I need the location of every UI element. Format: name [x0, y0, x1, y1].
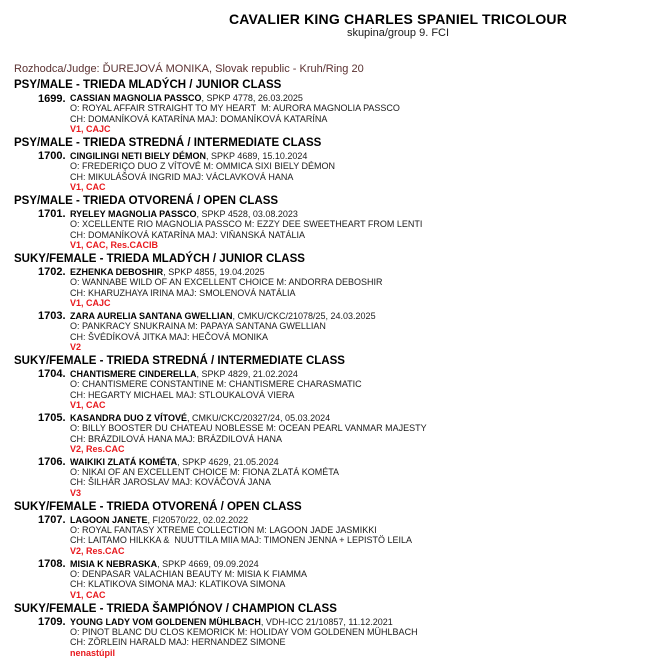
dog-name: CINGILINGI NETI BIELY DÉMON [70, 150, 207, 161]
dog-result-line: V1, CAC [70, 181, 106, 192]
class-section [14, 253, 650, 352]
catalog-entry [14, 369, 650, 410]
dog-name: CHANTISMERE CINDERELLA [70, 368, 197, 379]
catalog-entry [14, 311, 650, 352]
dog-name: LAGOON JANETE [70, 514, 148, 525]
dog-breeder-owner-line: CH: HEGARTY MICHAEL MAJ: STLOUKALOVÁ VIERA [70, 389, 295, 400]
dog-parents-line: O: BILLY BOOSTER DU CHATEAU NOBLESSE M: OCEAN PEARL VANMAR MAJESTY [70, 423, 427, 434]
entry-number: 1705. [38, 412, 66, 425]
dog-result-line: V1, CAC [70, 589, 106, 600]
class-header: SUKY/FEMALE - TRIEDA OTVORENÁ / OPEN CLASS [14, 500, 302, 513]
entry-number: 1700. [38, 150, 66, 163]
catalog-entry [14, 93, 650, 134]
entry-number: 1701. [38, 208, 66, 221]
entry-number: 1706. [38, 456, 66, 469]
dog-parents-line: O: FREDERIÇO DUO Z VÍTOVÉ M: OMMICA SIXI BIELY DÉMON [70, 161, 336, 172]
class-header: SUKY/FEMALE - TRIEDA ŠAMPIÓNOV / CHAMPION CLASS [14, 602, 337, 615]
class-header: SUKY/FEMALE - TRIEDA MLADÝCH / JUNIOR CLASS [14, 252, 305, 265]
dog-breeder-owner-line: CH: ŠVÉDÍKOVÁ JITKA MAJ: HEČOVÁ MONIKA [70, 331, 269, 342]
catalog-content [14, 63, 650, 658]
dog-breeder-owner-line: CH: KHARUZHAYA IRINA MAJ: SMOLENOVÁ NATÁLIA [70, 287, 296, 298]
class-section [14, 355, 650, 498]
dog-registration: , SPKP 4855, 19.04.2025 [163, 266, 265, 277]
class-section [14, 137, 650, 192]
dog-breeder-owner-line: CH: KLATIKOVA SIMONA MAJ: KLATIKOVA SIMONA [70, 579, 286, 590]
class-header: PSY/MALE - TRIEDA OTVORENÁ / OPEN CLASS [14, 194, 279, 207]
dog-registration: , SPKP 4689, 15.10.2024 [206, 150, 308, 161]
catalog-entry [14, 151, 650, 192]
entry-number: 1709. [38, 616, 66, 629]
class-header: PSY/MALE - TRIEDA STREDNÁ / INTERMEDIATE CLASS [14, 136, 322, 149]
dog-name: MISIA K NEBRASKA [70, 558, 158, 569]
dog-name-line [70, 209, 650, 219]
catalog-entry [14, 515, 650, 556]
dog-registration: , SPKP 4528, 03.08.2023 [196, 208, 298, 219]
dog-name: WAIKIKI ZLATÁ KOMÉTA [70, 456, 178, 467]
dog-name-line [70, 413, 650, 423]
page-header [0, 0, 650, 40]
dog-breeder-owner-line: CH: DOMANÍKOVÁ KATARÍNA MAJ: DOMANÍKOVÁ KATARÍNA [70, 113, 328, 124]
class-header: SUKY/FEMALE - TRIEDA STREDNÁ / INTERMEDIATE CLASS [14, 354, 345, 367]
catalog-entry [14, 559, 650, 600]
dog-parents-line: O: CHANTISMERE CONSTANTINE M: CHANTISMERE CHARASMATIC [70, 379, 362, 390]
dog-parents-line: O: NIKAI OF AN EXCELLENT CHOICE M: FIONA ZLATÁ KOMÉTA [70, 467, 340, 478]
dog-registration: , CMKU/CKC/20327/24, 05.03.2024 [187, 412, 331, 423]
entry-number: 1708. [38, 558, 66, 571]
dog-parents-line: O: XCELLENTE RIO MAGNOLIA PASSCO M: EZZY DEE SWEETHEART FROM LENTI [70, 219, 423, 230]
catalog-entry [14, 457, 650, 498]
dog-parents-line: O: DENPASAR VALACHIAN BEAUTY M: MISIA K FIAMMA [70, 569, 308, 580]
dog-registration: , FI20570/22, 02.02.2022 [147, 514, 249, 525]
dog-result-line: V1, CAC [70, 399, 106, 410]
dog-name: YOUNG LADY VOM GOLDENEN MÜHLBACH [70, 616, 261, 627]
dog-parents-line: O: PINOT BLANC DU CLOS KEMORICK M: HOLIDAY VOM GOLDENEN MÜHLBACH [70, 627, 418, 638]
dog-name-line [70, 515, 650, 525]
entry-number: 1703. [38, 310, 66, 323]
dog-breeder-owner-line: CH: ZÖRLEIN HARALD MAJ: HERNANDEZ SIMONE [70, 637, 286, 648]
dog-registration: , SPKP 4629, 21.05.2024 [177, 456, 279, 467]
dog-result-line: V1, CAJC [70, 297, 111, 308]
dog-result-line: V2, Res.CAC [70, 545, 125, 556]
catalog-entry [14, 617, 650, 658]
breed-title: CAVALIER KING CHARLES SPANIEL TRICOLOUR [228, 11, 568, 27]
entry-number: 1699. [38, 92, 66, 105]
dog-breeder-owner-line: CH: ŠILHÁR JAROSLAV MAJ: KOVÁČOVÁ JANA [70, 477, 271, 488]
dog-name: ZARA AURELIA SANTANA GWELLIAN [70, 310, 233, 321]
dog-parents-line: O: PANKRACY SNUKRAINA M: PAPAYA SANTANA GWELLIAN [70, 321, 326, 332]
dog-registration: , VDH-ICC 21/10857, 11.12.2021 [260, 616, 393, 627]
dog-result-line: V3 [70, 487, 82, 498]
dog-breeder-owner-line: CH: BRÁZDILOVÁ HANA MAJ: BRÁZDILOVÁ HANA [70, 433, 283, 444]
class-section [14, 501, 650, 600]
judge-line: Rozhodca/Judge: ĎUREJOVÁ MONIKA, Slovak republic - Kruh/Ring 20 [14, 63, 364, 75]
fci-group-subtitle: skupina/group 9. FCI [346, 27, 450, 39]
catalog-entry [14, 209, 650, 250]
dog-parents-line: O: ROYAL FANTASY XTREME COLLECTION M: LAGOON JADE JASMIKKI [70, 525, 377, 536]
class-sections [14, 79, 650, 658]
dog-breeder-owner-line: CH: DOMANÍKOVÁ KATARÍNA MAJ: VIŇANSKÁ NATÁLIA [70, 229, 306, 240]
dog-result-line: nenastúpil [70, 647, 116, 658]
entry-number: 1707. [38, 514, 66, 527]
dog-result-line: V1, CAJC [70, 123, 111, 134]
class-section [14, 603, 650, 658]
dog-breeder-owner-line: CH: MIKULÁŠOVÁ INGRID MAJ: VÁCLAVKOVÁ HANA [70, 171, 294, 182]
dog-name: KASANDRA DUO Z VÍTOVÉ [70, 412, 188, 423]
dog-registration: , CMKU/CKC/21078/25, 24.03.2025 [232, 310, 376, 321]
dog-name: CASSIAN MAGNOLIA PASSCO [70, 93, 202, 103]
dog-parents-line: O: ROYAL AFFAIR STRAIGHT TO MY HEART M: AURORA MAGNOLIA PASSCO [70, 103, 400, 114]
class-section [14, 79, 650, 134]
dog-result-line: V2, Res.CAC [70, 443, 125, 454]
dog-name: EZHENKA DEBOSHIR [70, 266, 164, 277]
dog-name-line [70, 617, 650, 627]
dog-name-line [70, 151, 650, 161]
catalog-entry [14, 413, 650, 454]
dog-registration: , SPKP 4829, 21.02.2024 [196, 368, 298, 379]
class-header: PSY/MALE - TRIEDA MLADÝCH / JUNIOR CLASS [14, 79, 282, 91]
dog-name-line [70, 559, 650, 569]
dog-name-line [70, 93, 650, 103]
dog-result-line: V2 [70, 341, 82, 352]
dog-breeder-owner-line: CH: LAITAMO HILKKA & NUUTTILA MIIA MAJ: TIMONEN JENNA + LEPISTÖ LEILA [70, 535, 413, 546]
dog-result-line: V1, CAC, Res.CACIB [70, 239, 159, 250]
dog-name-line [70, 267, 650, 277]
dog-registration: , SPKP 4669, 09.09.2024 [157, 558, 259, 569]
class-section [14, 195, 650, 250]
dog-name-line [70, 457, 650, 467]
dog-name: RYELEY MAGNOLIA PASSCO [70, 208, 197, 219]
entry-number: 1704. [38, 368, 66, 381]
dog-parents-line: O: WANNABE WILD OF AN EXCELLENT CHOICE M: ANDORRA DEBOSHIR [70, 277, 383, 288]
dog-registration: , SPKP 4778, 26.03.2025 [201, 93, 303, 103]
dog-name-line [70, 311, 650, 321]
entry-number: 1702. [38, 266, 66, 279]
dog-name-line [70, 369, 650, 379]
catalog-entry [14, 267, 650, 308]
